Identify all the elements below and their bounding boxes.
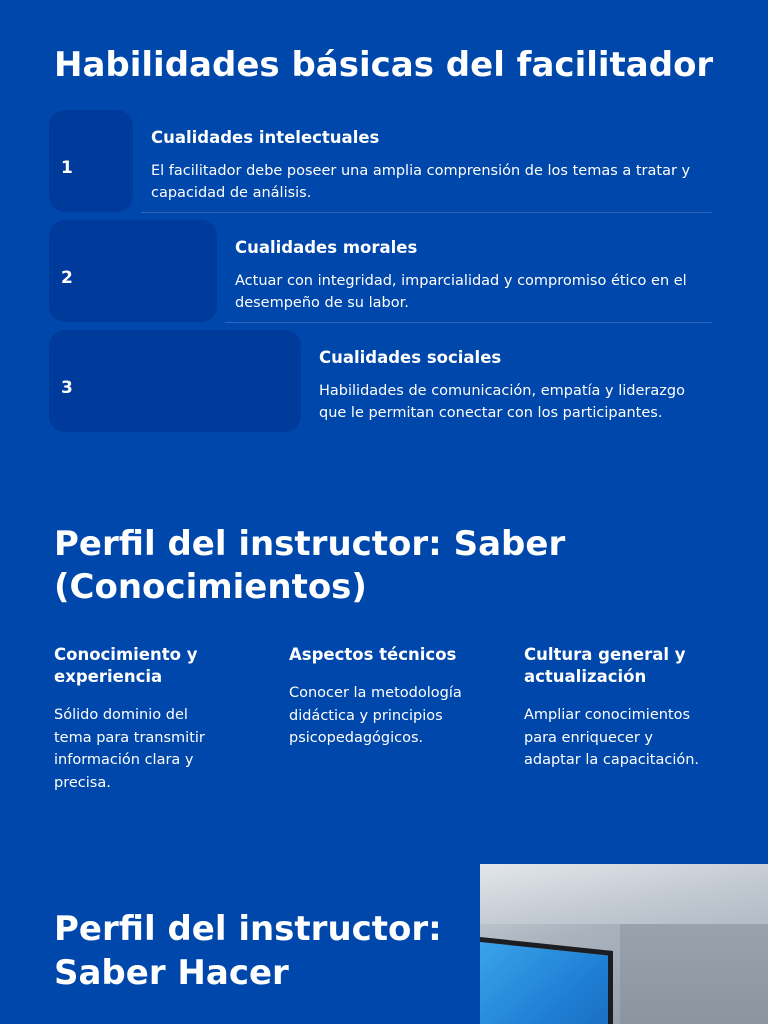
step-description: Actuar con integridad, imparcialidad y compromiso ético en el desempeño de su labor. xyxy=(235,273,687,311)
column-description: Sólido dominio del tema para transmitir información clara y precisa. xyxy=(54,707,205,791)
step-title: Cualidades intelectuales xyxy=(151,128,380,147)
divider xyxy=(225,322,712,323)
step-title: Cualidades sociales xyxy=(319,348,502,367)
step-text xyxy=(151,128,691,204)
ceiling xyxy=(480,864,768,924)
step-text xyxy=(319,348,694,424)
step-description: Habilidades de comunicación, empatía y liderazgo que le permitan conectar con los participantes. xyxy=(319,383,685,421)
step-text xyxy=(235,238,690,314)
column-conocimiento xyxy=(54,644,239,794)
step-title: Cualidades morales xyxy=(235,238,418,257)
step-item-3 xyxy=(49,330,712,432)
column-title: Cultura general y actualización xyxy=(524,645,686,686)
classroom-photo xyxy=(480,864,768,1024)
step-number: 1 xyxy=(61,158,73,178)
divider xyxy=(141,212,712,213)
section-title-habilidades: Habilidades básicas del facilitador xyxy=(54,45,714,85)
section-title-saber-hacer: Perfil del instructor: Saber Hacer xyxy=(54,909,442,993)
column-cultura-general xyxy=(524,644,714,772)
section-title-saber: Perfil del instructor: Saber (Conocimientos) xyxy=(54,524,566,607)
step-number: 2 xyxy=(61,268,73,288)
column-title: Aspectos técnicos xyxy=(289,645,457,664)
column-title: Conocimiento y experiencia xyxy=(54,645,198,686)
step-item-2 xyxy=(49,220,712,322)
step-block xyxy=(49,220,217,322)
step-description: El facilitador debe poseer una amplia comprensión de los temas a tratar y capacidad de análisis. xyxy=(151,163,691,201)
step-item-1 xyxy=(49,110,712,212)
wall xyxy=(620,924,768,1024)
column-aspectos-tecnicos xyxy=(289,644,474,750)
step-number: 3 xyxy=(61,378,73,398)
screen xyxy=(480,937,613,1024)
column-description: Ampliar conocimientos para enriquecer y adaptar la capacitación. xyxy=(524,707,700,768)
step-block xyxy=(49,330,301,432)
column-description: Conocer la metodología didáctica y principios psicopedagógicos. xyxy=(289,685,462,746)
